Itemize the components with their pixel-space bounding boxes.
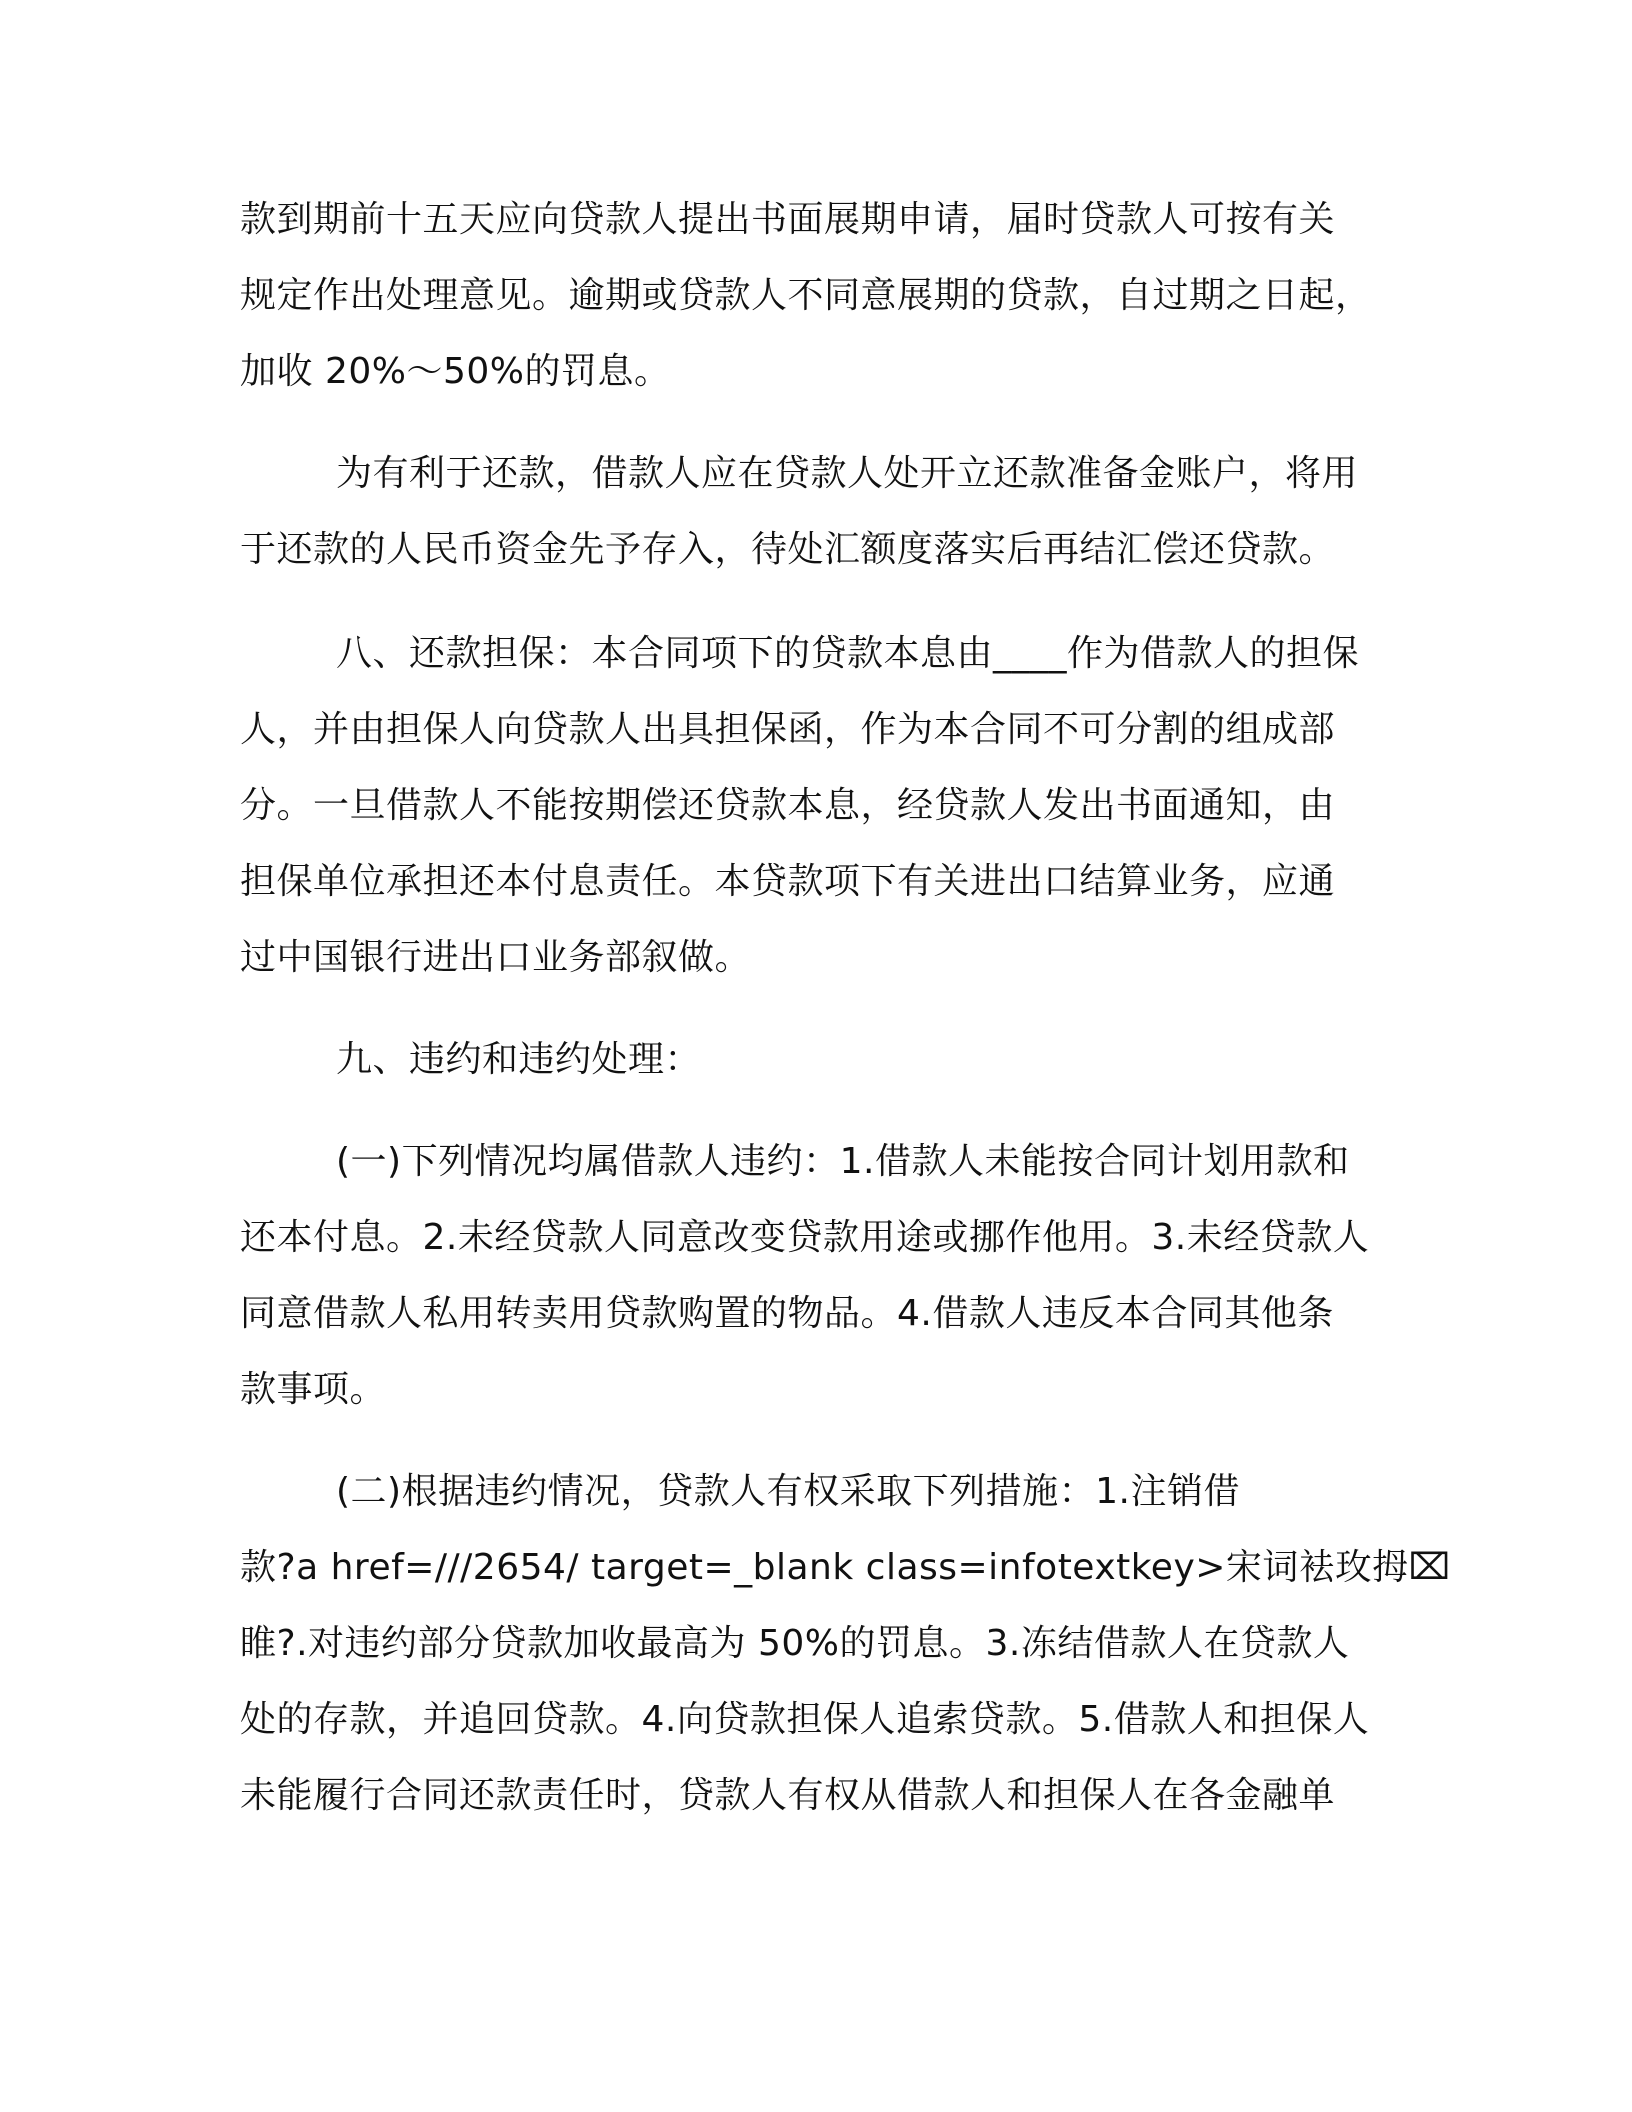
paragraph-line: 同意借款人私用转卖用贷款购置的物品。4.借款人违反本合同其他条 bbox=[240, 1293, 1334, 1334]
paragraph-line: 睢?.对违约部分贷款加收最高为 50%的罚息。3.冻结借款人在贷款人 bbox=[240, 1623, 1350, 1664]
paragraph-line: 人，并由担保人向贷款人出具担保函，作为本合同不可分割的组成部 bbox=[240, 709, 1336, 750]
paragraph-line: 未能履行合同还款责任时，贷款人有权从借款人和担保人在各金融单 bbox=[240, 1775, 1336, 1816]
paragraph-line: 过中国银行进出口业务部叙做。 bbox=[240, 937, 752, 978]
paragraph-line: (一)下列情况均属借款人违约：1.借款人未能按合同计划用款和 bbox=[336, 1141, 1350, 1182]
section-heading: 九、违约和违约处理： bbox=[336, 1039, 702, 1080]
paragraph-line: 款事项。 bbox=[240, 1369, 387, 1410]
paragraph-line: 加收 20%～50%的罚息。 bbox=[240, 351, 671, 392]
paragraph-line: 于还款的人民币资金先予存入，待处汇额度落实后再结汇偿还贷款。 bbox=[240, 529, 1336, 570]
section-heading-line: 八、还款担保：本合同项下的贷款本息由____作为借款人的担保 bbox=[336, 633, 1360, 674]
paragraph-line: 款?a href=///2654/ target=_blank class=infotextkey>宋词袪玫拇⌧ bbox=[240, 1547, 1451, 1588]
paragraph-line: (二)根据违约情况，贷款人有权采取下列措施：1.注销借 bbox=[336, 1471, 1240, 1512]
paragraph-line: 规定作出处理意见。逾期或贷款人不同意展期的贷款，自过期之日起， bbox=[240, 275, 1372, 316]
paragraph-line: 担保单位承担还本付息责任。本贷款项下有关进出口结算业务，应通 bbox=[240, 861, 1336, 902]
paragraph-line: 为有利于还款，借款人应在贷款人处开立还款准备金账户，将用 bbox=[336, 453, 1359, 494]
paragraph-line: 还本付息。2.未经贷款人同意改变贷款用途或挪作他用。3.未经贷款人 bbox=[240, 1217, 1370, 1258]
paragraph-line: 分。一旦借款人不能按期偿还贷款本息，经贷款人发出书面通知，由 bbox=[240, 785, 1336, 826]
paragraph-line: 款到期前十五天应向贷款人提出书面展期申请，届时贷款人可按有关 bbox=[240, 199, 1336, 240]
paragraph-line: 处的存款，并追回贷款。4.向贷款担保人追索贷款。5.借款人和担保人 bbox=[240, 1699, 1370, 1740]
